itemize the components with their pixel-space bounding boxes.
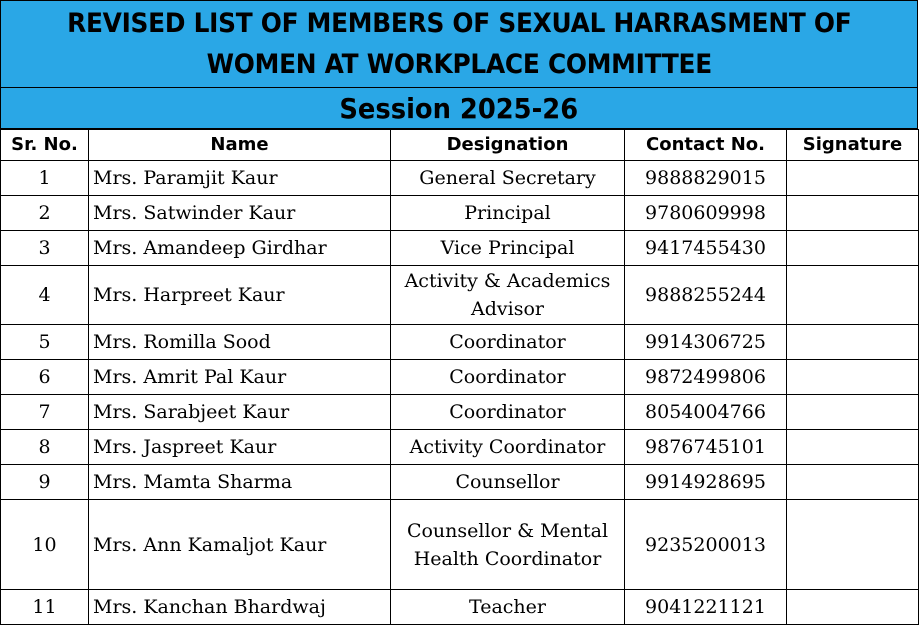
cell-signature xyxy=(787,395,919,430)
col-header-designation: Designation xyxy=(391,130,625,161)
cell-contact: 9888255244 xyxy=(625,266,787,325)
cell-name: Mrs. Paramjit Kaur xyxy=(89,161,391,196)
cell-signature xyxy=(787,360,919,395)
cell-contact: 9041221121 xyxy=(625,590,787,625)
cell-sr: 4 xyxy=(1,266,89,325)
cell-name: Mrs. Satwinder Kaur xyxy=(89,196,391,231)
title-line-1: REVISED LIST OF MEMBERS OF SEXUAL HARRASMENT OF xyxy=(66,8,852,39)
cell-signature xyxy=(787,430,919,465)
cell-designation: Counsellor & Mental Health Coordinator xyxy=(391,500,625,590)
cell-contact: 9417455430 xyxy=(625,231,787,266)
cell-name: Mrs. Sarabjeet Kaur xyxy=(89,395,391,430)
cell-sr: 9 xyxy=(1,465,89,500)
cell-contact: 9876745101 xyxy=(625,430,787,465)
table-row xyxy=(1,161,919,196)
cell-designation: Coordinator xyxy=(391,360,625,395)
cell-sr: 8 xyxy=(1,430,89,465)
table-row xyxy=(1,590,919,625)
cell-contact: 9914928695 xyxy=(625,465,787,500)
cell-designation: Teacher xyxy=(391,590,625,625)
cell-contact: 9235200013 xyxy=(625,500,787,590)
table-row xyxy=(1,266,919,325)
cell-name: Mrs. Amrit Pal Kaur xyxy=(89,360,391,395)
cell-designation: Activity & Academics Advisor xyxy=(391,266,625,325)
table-row xyxy=(1,395,919,430)
table-row xyxy=(1,360,919,395)
cell-signature xyxy=(787,325,919,360)
table-row xyxy=(1,231,919,266)
title-line-2: WOMEN AT WORKPLACE COMMITTEE xyxy=(206,49,712,80)
cell-designation: General Secretary xyxy=(391,161,625,196)
cell-designation: Activity Coordinator xyxy=(391,430,625,465)
cell-signature xyxy=(787,196,919,231)
table-row xyxy=(1,430,919,465)
cell-name: Mrs. Jaspreet Kaur xyxy=(89,430,391,465)
table-row xyxy=(1,465,919,500)
cell-sr: 1 xyxy=(1,161,89,196)
cell-signature xyxy=(787,465,919,500)
cell-name: Mrs. Mamta Sharma xyxy=(89,465,391,500)
cell-contact: 9914306725 xyxy=(625,325,787,360)
col-header-signature: Signature xyxy=(787,130,919,161)
cell-contact: 8054004766 xyxy=(625,395,787,430)
cell-name: Mrs. Romilla Sood xyxy=(89,325,391,360)
table-row xyxy=(1,196,919,231)
cell-contact: 9872499806 xyxy=(625,360,787,395)
cell-name: Mrs. Amandeep Girdhar xyxy=(89,231,391,266)
cell-name: Mrs. Ann Kamaljot Kaur xyxy=(89,500,391,590)
cell-signature xyxy=(787,231,919,266)
col-header-contact: Contact No. xyxy=(625,130,787,161)
table-row xyxy=(1,325,919,360)
cell-sr: 2 xyxy=(1,196,89,231)
cell-contact: 9888829015 xyxy=(625,161,787,196)
cell-designation: Principal xyxy=(391,196,625,231)
cell-designation: Coordinator xyxy=(391,395,625,430)
col-header-name: Name xyxy=(89,130,391,161)
members-table xyxy=(0,129,919,625)
cell-contact: 9780609998 xyxy=(625,196,787,231)
table-row xyxy=(1,500,919,590)
cell-sr: 7 xyxy=(1,395,89,430)
session-band xyxy=(0,87,918,129)
cell-designation: Coordinator xyxy=(391,325,625,360)
col-header-sr-no: Sr. No. xyxy=(1,130,89,161)
cell-signature xyxy=(787,161,919,196)
cell-name: Mrs. Harpreet Kaur xyxy=(89,266,391,325)
cell-name: Mrs. Kanchan Bhardwaj xyxy=(89,590,391,625)
cell-signature xyxy=(787,590,919,625)
cell-sr: 10 xyxy=(1,500,89,590)
cell-designation: Vice Principal xyxy=(391,231,625,266)
document-title xyxy=(67,3,851,85)
title-band xyxy=(0,0,918,87)
table-header-row xyxy=(1,130,919,161)
cell-signature xyxy=(787,500,919,590)
cell-signature xyxy=(787,266,919,325)
cell-designation: Counsellor xyxy=(391,465,625,500)
session-label: Session 2025-26 xyxy=(339,91,579,125)
cell-sr: 11 xyxy=(1,590,89,625)
cell-sr: 3 xyxy=(1,231,89,266)
cell-sr: 6 xyxy=(1,360,89,395)
cell-sr: 5 xyxy=(1,325,89,360)
